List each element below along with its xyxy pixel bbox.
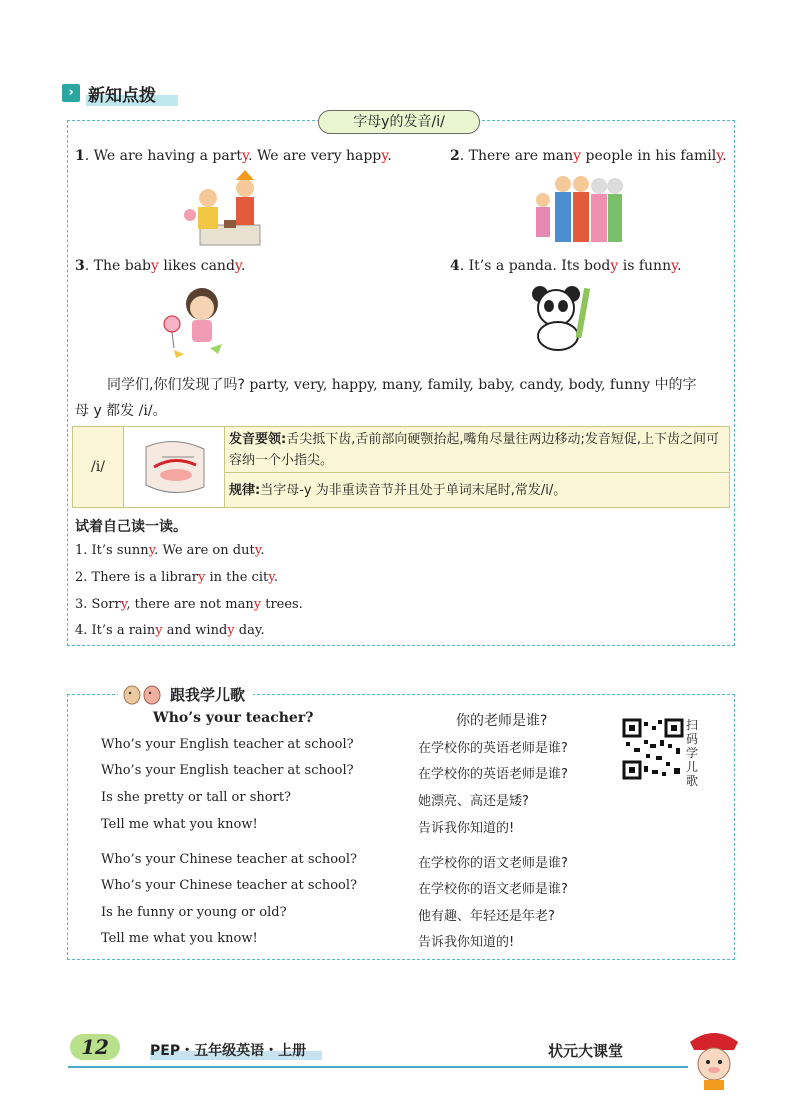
song-line-zh: 他有趣、年轻还是年老? <box>418 909 555 924</box>
question-paragraph: 同学们,你们发现了吗? party, very, happy, many, family, baby, candy, body, funny 中的字 母 y 都发 /i/。 <box>75 377 697 419</box>
try-line-4: 4. It’s a rainy and windy day. <box>75 623 265 638</box>
panda-illustration <box>528 282 598 352</box>
phoneme-symbol: /i/ <box>73 427 124 507</box>
book-title: PEP・五年级英语・上册 <box>150 1040 322 1060</box>
pronunciation-tip: 发音要领:舌尖抵下齿,舌前部向硬颚抬起,嘴角尽量往两边移动;发音短促,上下齿之间可容纳一个小指尖。 <box>225 427 729 473</box>
try-line-2: 2. There is a library in the city. <box>75 570 278 585</box>
song-line-en: Who’s your English teacher at school? <box>101 763 354 778</box>
song-line-en: Tell me what you know! <box>101 817 258 832</box>
example-sentence-4: 4. It’s a panda. Its body is funny. <box>450 258 682 274</box>
song-line-zh: 告诉我你知道的! <box>418 821 515 836</box>
party-illustration <box>180 170 270 250</box>
girl-with-candy-illustration <box>160 284 235 360</box>
example-sentence-1: 1. We are having a party. We are very happy. <box>75 148 392 164</box>
song-heading: 跟我学儿歌 <box>118 683 253 705</box>
song-line-en: Who’s your English teacher at school? <box>101 737 354 752</box>
chevron-right-icon: › <box>62 84 80 102</box>
potato-mascot-icon <box>122 683 164 705</box>
song-line-en: Is he funny or young or old? <box>101 905 287 920</box>
song-line-zh: 在学校你的语文老师是谁? <box>418 882 568 897</box>
song-title-chinese: 你的老师是谁? <box>456 713 548 729</box>
topic-pill: 字母y的发音/i/ <box>318 110 480 134</box>
family-illustration <box>525 170 625 246</box>
song-line-zh: 在学校你的英语老师是谁? <box>418 741 568 756</box>
mouth-diagram-cell <box>124 427 225 507</box>
pronunciation-table <box>72 426 730 508</box>
qr-code-icon[interactable] <box>622 718 684 780</box>
section-heading <box>62 82 192 104</box>
page-number: 12 <box>70 1034 120 1060</box>
song-title-english: Who’s your teacher? <box>153 710 314 726</box>
example-sentence-3: 3. The baby likes candy. <box>75 258 246 274</box>
section-title: 新知点拨 <box>86 81 178 106</box>
try-line-3: 3. Sorry, there are not many trees. <box>75 597 303 612</box>
song-line-en: Who’s your Chinese teacher at school? <box>101 852 358 867</box>
brand-name: 状元大课堂 <box>548 1042 624 1060</box>
footer-divider <box>68 1066 688 1068</box>
song-line-zh: 在学校你的语文老师是谁? <box>418 856 568 871</box>
try-reading-title: 试着自己读一读。 <box>75 519 187 535</box>
mouth-diagram-icon <box>124 427 224 507</box>
song-line-en: Tell me what you know! <box>101 931 258 946</box>
song-line-zh: 告诉我你知道的! <box>418 935 515 950</box>
song-line-zh: 在学校你的英语老师是谁? <box>418 767 568 782</box>
mascot-icon <box>684 1028 744 1092</box>
example-sentence-2: 2. There are many people in his family. <box>450 148 727 164</box>
song-line-en: Is she pretty or tall or short? <box>101 790 292 805</box>
pronunciation-rule: 规律:当字母-y 为非重读音节并且处于单词末尾时,常发/i/。 <box>225 474 729 507</box>
qr-label: 扫码学儿歌 <box>686 718 699 788</box>
song-line-zh: 她漂亮、高还是矮? <box>418 794 529 809</box>
song-line-en: Who’s your Chinese teacher at school? <box>101 878 358 893</box>
try-line-1: 1. It’s sunny. We are on duty. <box>75 543 265 558</box>
